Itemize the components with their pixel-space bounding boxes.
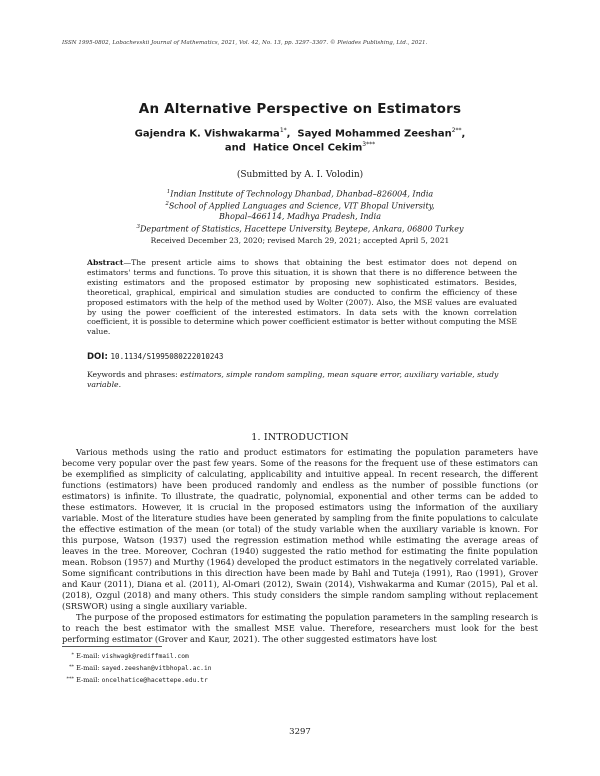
footnote-item: * E-mail: vishwagk@rediffmail.com	[71, 652, 189, 660]
page-number: 3297	[289, 727, 311, 737]
author-name: Gajendra K. Vishwakarma	[134, 128, 280, 140]
footnote-item: ** E-mail: sayed.zeeshan@vitbhopal.ac.in	[69, 664, 212, 672]
submitted-by: (Submitted by A. I. Volodin)	[236, 170, 364, 180]
affiliation-3: $^3$Department of Statistics, Hacettepe University, Beytepe, Ankara, 06800 Turkey	[136, 224, 464, 234]
footnotes	[62, 650, 212, 686]
section-heading: 1. INTRODUCTION	[251, 432, 349, 443]
body-text	[62, 447, 538, 645]
abstract	[87, 258, 517, 337]
doi-label: DOI:	[87, 352, 108, 362]
affiliation-1: $^1$Indian Institute of Technology Dhanbad, Dhanbad–826004, India	[166, 189, 434, 199]
doi	[87, 352, 223, 362]
paragraph: The purpose of the proposed estimators for estimating the population parameters in the sampling research is to reach the best estimator with the smallest MSE value. Therefore, researchers must look for the best performing estimator (Grover and Kaur, 2021). The other suggested estimators have lost	[62, 612, 539, 644]
keywords-label: Keywords and phrases:	[87, 370, 178, 379]
email-link[interactable]: oncelhatice@hacettepe.edu.tr	[101, 677, 208, 684]
paragraph: Various methods using the ratio and product estimators for estimating the population parameters have become very popular over the past few years. Some of the reasons for the frequent use of these estimators can be exemplified as simplicity of calculating, applicability and intuitive appeal. In recent research, the different functions (estimators) have been produced randomly and endless as the number of possible functions (or estimators) is infinite. To illustrate, the quadratic, polynomial, exponential and other terms can be added to these estimators. However, it is crucial in the proposed estimators using the information of the auxiliary variable. Most of the literature studies have been generated by sampling from the finite populations to calculate the effective estimation of the mean (or total) of the study variable when the auxiliary variable is known. For this purpose, Watson (1937) used the regression estimation method while estimating the average areas of leaves in the tree. Moreover, Cochran (1940) suggested the ratio method for estimating the finite population mean. Robson (1957) and Murthy (1964) developed the product estimators in the negatively correlated variable. Some significant contributions in this direction have been made by Bahl and Tuteja (1991), Rao (1991), Grover and Kaur (2011), Diana et al. (2011), Al-Omari (2012), Swain (2014), Vishwakarma and Kumar (2015), Pal et al. (2018), Ozgul (2018) and many others. This study considers the simple random sampling without replacement (SRSWOR) using a single auxiliary variable.	[62, 447, 538, 611]
email-link[interactable]: vishwagk@rediffmail.com	[101, 653, 189, 660]
author-name: Sayed Mohammed Zeeshan	[297, 128, 452, 140]
doi-value[interactable]: 10.1134/S1995080222010243	[110, 352, 224, 361]
keywords-text: estimators, simple random sampling, mean square error, auxiliary variable, study variable.	[87, 370, 499, 389]
author-affiliation-marker: 1*	[279, 127, 287, 134]
author-name: Hatice Oncel Cekim	[252, 142, 363, 154]
journal-citation: ISSN 1995-0802, Lobachevskii Journal of Mathematics, 2021, Vol. 42, No. 13, pp. 3297–3307. © Pleiades Publishing, Ltd., 2021.	[62, 40, 428, 46]
footnote-divider	[62, 646, 162, 647]
abstract-label: Abstract	[87, 258, 124, 267]
footnote-item: *** E-mail: oncelhatice@hacettepe.edu.tr	[66, 676, 208, 684]
author-affiliation-marker: 2**	[451, 127, 462, 134]
received-dates: Received December 23, 2020; revised March 29, 2021; accepted April 5, 2021	[150, 236, 450, 245]
author-line-2	[0, 141, 600, 153]
paper-title: An Alternative Perspective on Estimators	[138, 101, 462, 117]
affiliation-2: $^2$School of Applied Languages and Science, VIT Bhopal University, Bhopal–466114, Madhya Pradesh, India	[165, 201, 435, 222]
author-line-1: Gajendra K. Vishwakarma$^{1*}$, Sayed Mohammed Zeeshan$^{2**}$,	[134, 127, 466, 140]
abstract-text: —The present article aims to shows that obtaining the best estimator does not depend on estimators' terms and functions. To prove this situation, it is shown that there is no difference between the existing estimators and the proposed estimator by proposing new sophisticated estimators. Besides, theoretical, graphical, empirical and simulation studies are conducted to confirm the efficiency of these proposed estimators with the help of the method used by Wolter (2007). Also, the MSE values are evaluated by using the power coefficient of the interested estimators. In data sets with the known correlation coefficient, it is possible to determine which power coefficient estimator is better without computing the MSE value.	[87, 258, 517, 337]
author-affiliation-marker: 3***	[362, 141, 376, 148]
author-conjunction: and	[224, 142, 246, 154]
keywords	[87, 370, 517, 390]
email-link[interactable]: sayed.zeeshan@vitbhopal.ac.in	[101, 665, 212, 672]
